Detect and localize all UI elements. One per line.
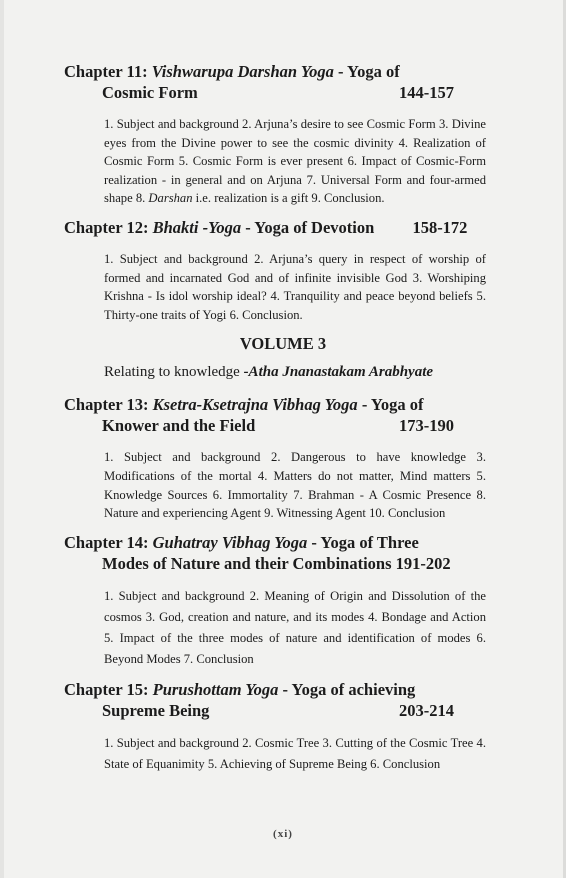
chapter-label: Chapter 13: — [64, 395, 149, 415]
page-range: 173-190 — [399, 416, 454, 436]
chapter-entry-12 — [64, 218, 492, 324]
chapter-subtitle: - Yoga of Devotion — [241, 217, 375, 237]
chapter-label: Chapter 12: — [64, 217, 149, 237]
summary-text-end: i.e. realization is a gift 9. Conclusion. — [192, 191, 385, 206]
relating-italic: -Atha Jnanastakam Arabhyate — [243, 364, 434, 381]
chapter-name: Purushottam Yoga — [152, 679, 279, 699]
page-range: 203-214 — [399, 700, 454, 720]
chapter-summary: 1. Subject and background 2. Arjuna’s query in respect of worship of formed and incarnated God and of infinite invisible God 3. Worshiping Krishna - Is idol worship ideal? 4. Tranquility and peace beyond beliefs 5. Thirty-one traits of Yogi 6. Conclusion. — [104, 251, 486, 322]
chapter-name: Bhakti -Yoga — [152, 217, 242, 237]
chapter-heading — [64, 680, 492, 700]
page-edge-left — [0, 0, 4, 878]
page-range: 191-202 — [395, 553, 451, 573]
chapter-label: Chapter 15: — [64, 679, 149, 699]
chapter-subtitle: - Yoga of — [333, 62, 400, 81]
chapter-heading — [64, 395, 492, 415]
chapter-entry-15 — [64, 680, 492, 775]
chapter-label: Chapter 11: — [64, 62, 148, 81]
chapter-entry-11 — [64, 62, 492, 208]
chapter-entry-14 — [64, 533, 492, 670]
chapter-summary: 1. Subject and background 2. Cosmic Tree 3. Cutting of the Cosmic Tree 4. State of Equanimity 5. Achieving of Supreme Being 6. Conclusion — [104, 735, 486, 771]
chapter-heading-line2 — [64, 553, 492, 574]
chapter-heading — [64, 62, 492, 82]
chapter-name: Guhatray Vibhag Yoga — [152, 532, 308, 552]
chapter-name: Ksetra-Ksetrajna Vibhag Yoga — [152, 395, 358, 415]
chapter-subtitle: - Yoga of achieving — [278, 679, 416, 699]
chapter-subtitle-cont: Supreme Being — [102, 700, 210, 720]
summary-italic: Darshan — [148, 191, 193, 206]
volume-heading: VOLUME 3 — [239, 334, 327, 354]
summary-text: 1. Subject and background 2. Arjuna’s desire to see Cosmic Form 3. Divine eyes from the Divine power to see the cosmic divinity 4. Realization of Cosmic Form 5. Cosmic Form is ever present 6. Impact of Cosmic-Form realization - in general and on Arjuna 7. Universal Form and four-armed shape 8. — [104, 117, 486, 206]
volume-subtitle — [104, 364, 492, 381]
page-number: (xi) — [273, 828, 293, 840]
chapter-heading — [64, 533, 492, 553]
chapter-summary: 1. Subject and background 2. Dangerous to have knowledge 3. Modifications of the mortal 4. Matters do not matter, Mind matters 5. Knowledge Sources 6. Immortality 7. Brahman - A Cosmic Presence 8. Nature and experiencing Agent 9. Witnessing Agent 10. Conclusion — [104, 450, 486, 521]
chapter-subtitle-cont: Modes of Nature and their Combinations — [102, 553, 392, 573]
chapter-subtitle: - Yoga of Three — [307, 532, 419, 552]
chapter-summary — [64, 115, 492, 208]
chapter-name: Vishwarupa Darshan Yoga — [151, 62, 334, 81]
chapter-heading-line2 — [64, 82, 492, 103]
relating-text: Relating to knowledge — [104, 364, 244, 381]
chapter-subtitle: - Yoga of — [357, 395, 424, 415]
chapter-summary: 1. Subject and background 2. Meaning of Origin and Dissolution of the cosmos 3. God, creation and nature, and its modes 4. Bondage and Action 5. Impact of the three modes of nature and identification of modes 6. Beyond Modes 7. Conclusion — [104, 588, 486, 666]
chapter-subtitle-cont: Cosmic Form — [102, 83, 198, 102]
chapter-heading-line2 — [64, 700, 492, 721]
page-range: 144-157 — [399, 83, 454, 102]
chapter-entry-13 — [64, 395, 492, 522]
chapter-heading-line2 — [64, 415, 492, 436]
chapter-heading — [64, 218, 492, 238]
chapter-label: Chapter 14: — [64, 532, 149, 552]
page-range: 158-172 — [412, 217, 468, 237]
table-of-contents — [64, 62, 492, 785]
chapter-subtitle-cont: Knower and the Field — [102, 416, 256, 436]
